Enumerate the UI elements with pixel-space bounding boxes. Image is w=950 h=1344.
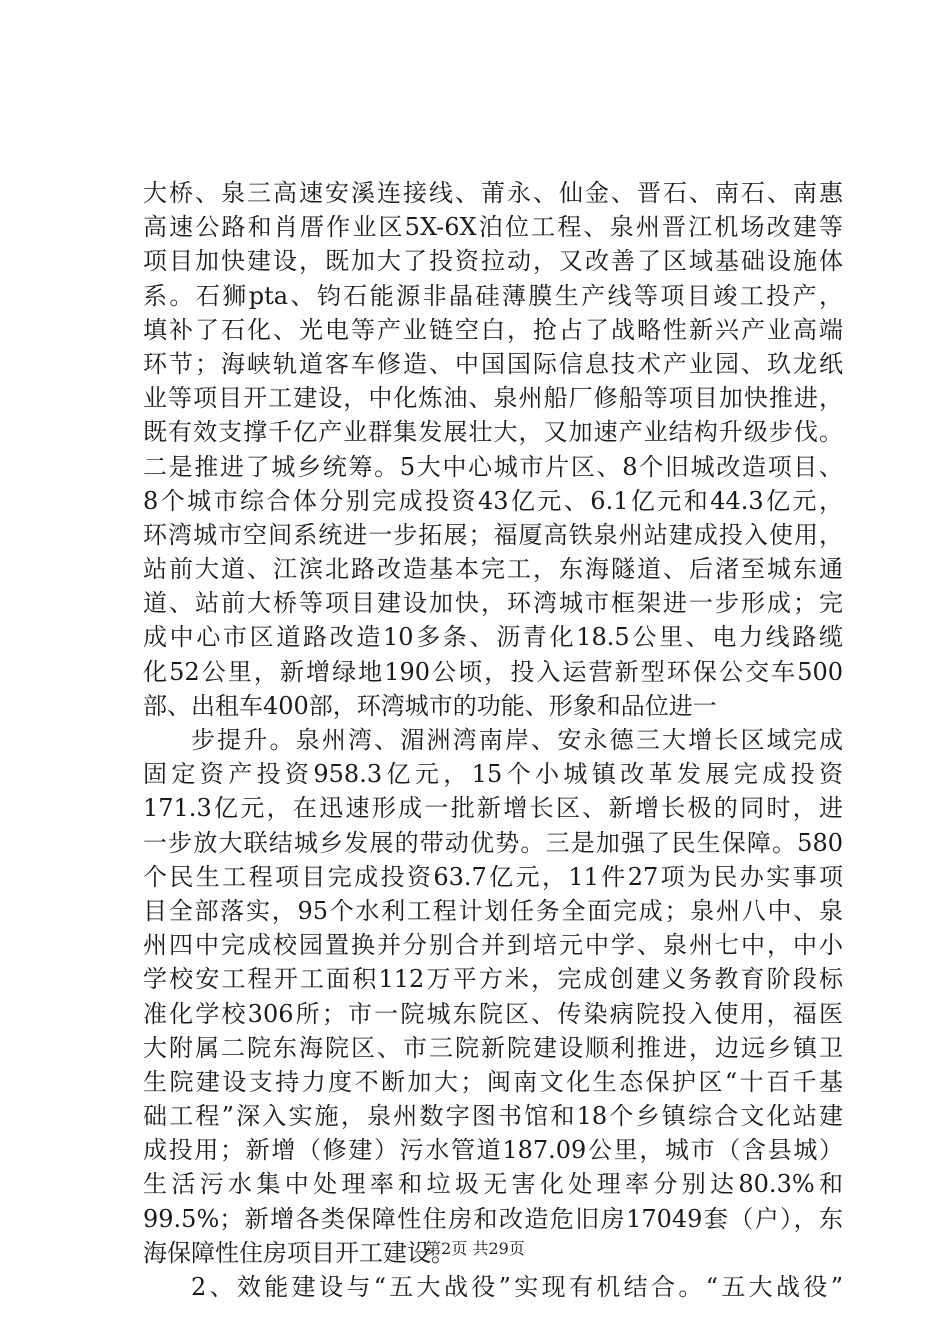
text-line: 成中心市区道路改造10多条、沥青化18.5公里、电力线路缆 — [143, 623, 843, 652]
text-line: 础工程”深入实施，泉州数字图书馆和18个乡镇综合文化站建 — [143, 1102, 843, 1131]
text-line: 站前大道、江滨北路改造基本完工，东海隧道、后渚至城东通 — [143, 555, 843, 584]
text-line: 大附属二院东海院区、市三院新院建设顺利推进，边远乡镇卫 — [143, 1033, 843, 1062]
text-line: 生院建设支持力度不断加大；闽南文化生态保护区“十百千基 — [143, 1067, 843, 1096]
text-line: 州四中完成校园置换并分别合并到培元中学、泉州七中，中小 — [143, 931, 843, 960]
text-line: 学校安工程开工面积112万平方米，完成创建义务教育阶段标 — [143, 965, 843, 994]
text-line: 99.5%；新增各类保障性住房和改造危旧房17049套（户），东 — [143, 1204, 843, 1233]
page-number-label: 第2页 共29页 — [425, 1239, 525, 1258]
text-line: 部、出租车400部，环湾城市的功能、形象和品位进一 — [143, 691, 717, 720]
text-line: 填补了石化、光电等产业链空白，抢占了战略性新兴产业高端 — [143, 315, 843, 344]
text-line: 系。石狮pta、钧石能源非晶硅薄膜生产线等项目竣工投产， — [143, 281, 843, 310]
text-line: 一步放大联结城乡发展的带动优势。三是加强了民生保障。580 — [143, 828, 843, 857]
text-line: 二是推进了城乡统筹。5大中心城市片区、8个旧城改造项目、 — [143, 452, 843, 481]
text-line: 高速公路和肖厝作业区5X-6X泊位工程、泉州晋江机场改建等 — [143, 213, 843, 242]
text-line: 2、效能建设与“五大战役”实现有机结合。“五大战役” — [191, 1273, 843, 1301]
text-line: 化52公里，新增绿地190公顷，投入运营新型环保公交车500 — [143, 657, 843, 686]
text-line: 目全部落实，95个水利工程计划任务全面完成；泉州八中、泉 — [143, 896, 843, 925]
text-line: 固定资产投资958.3亿元，15个小城镇改革发展完成投资 — [143, 760, 843, 789]
text-line: 个民生工程项目完成投资63.7亿元，11件27项为民办实事项 — [143, 862, 843, 891]
text-line: 8个城市综合体分别完成投资43亿元、6.1亿元和44.3亿元， — [143, 486, 843, 515]
text-line: 大桥、泉三高速安溪连接线、莆永、仙金、晋石、南石、南惠 — [143, 179, 843, 207]
body-text — [143, 176, 843, 1304]
text-line: 生活污水集中处理率和垃圾无害化处理率分别达80.3%和 — [143, 1170, 843, 1199]
text-line: 准化学校306所；市一院城东院区、传染病院投入使用，福医 — [143, 999, 843, 1028]
text-line: 道、站前大桥等项目建设加快，环湾城市框架进一步形成；完 — [143, 589, 843, 618]
text-line: 成投用；新增（修建）污水管道187.09公里，城市（含县城） — [143, 1136, 843, 1165]
text-line: 环节；海峡轨道客车修造、中国国际信息技术产业园、玖龙纸 — [143, 349, 843, 378]
text-line: 步提升。泉州湾、湄洲湾南岸、安永德三大增长区域完成 — [191, 726, 843, 754]
page-footer — [0, 1236, 950, 1259]
text-line: 171.3亿元，在迅速形成一批新增长区、新增长极的同时，进 — [143, 794, 843, 823]
text-line: 既有效支撑千亿产业群集发展壮大，又加速产业结构升级步伐。 — [143, 418, 843, 447]
text-line: 业等项目开工建设，中化炼油、泉州船厂修船等项目加快推进， — [143, 384, 843, 413]
text-line: 环湾城市空间系统进一步拓展；福厦高铁泉州站建成投入使用， — [143, 520, 843, 549]
text-line: 海保障性住房项目开工建设。 — [143, 1238, 455, 1267]
text-line: 项目加快建设，既加大了投资拉动，又改善了区域基础设施体 — [143, 247, 843, 276]
